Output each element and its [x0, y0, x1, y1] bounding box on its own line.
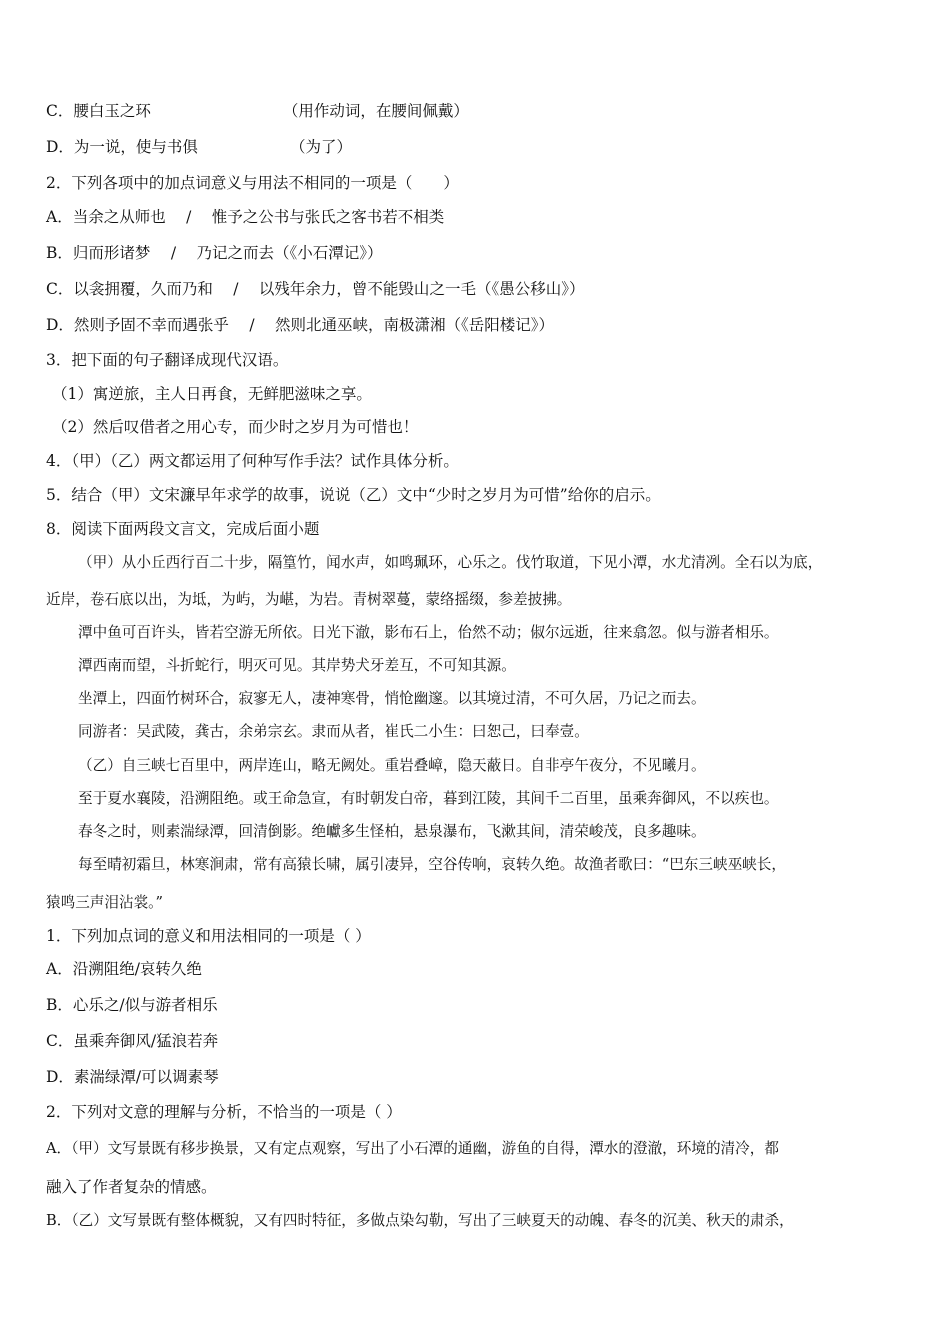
passage-yi-line-4-cont: 猿鸣三声泪沾裳。”	[46, 894, 163, 911]
option-d-text: D．为一说，使与书俱	[46, 138, 198, 156]
question-3-item-2: （2）然后叹借者之用心专，而少时之岁月为可惜也！	[52, 418, 419, 436]
passage-yi-line-3: 春冬之时，则素湍绿潭，回清倒影。绝巘多生怪柏，悬泉瀑布，飞漱其间，清荣峻茂，良多趣味。	[78, 823, 706, 840]
question-2-option-a: A．当余之从师也 / 惟予之公书与张氏之客书若不相类	[46, 208, 445, 226]
sub-question-2-title: 2．下列对文意的理解与分析，不恰当的一项是（ ）	[46, 1103, 402, 1121]
passage-yi-line-2: 至于夏水襄陵，沿溯阻绝。或王命急宣，有时朝发白帝，暮到江陵，其间千二百里，虽乘奔御风，不以疾也。	[78, 790, 779, 807]
option-c-text: C．腰白玉之环	[46, 102, 151, 120]
question-3-item-1: （1）寓逆旅，主人日再食，无鲜肥滋味之享。	[52, 385, 372, 403]
question-3-title: 3．把下面的句子翻译成现代汉语。	[46, 351, 289, 369]
passage-jia-line-3: 潭西南而望，斗折蛇行，明灭可见。其岸势犬牙差互，不可知其源。	[78, 657, 516, 674]
passage-jia-line-4: 坐潭上，四面竹树环合，寂寥无人，凄神寒骨，悄怆幽邃。以其境过清，不可久居，乃记之而去。	[78, 690, 706, 707]
section-8-title: 8．阅读下面两段文言文，完成后面小题	[46, 520, 320, 538]
option-d-note: （为了）	[289, 138, 352, 156]
sub-question-2-option-a-cont: 融入了作者复杂的情感。	[46, 1178, 217, 1196]
passage-jia-line-1: （甲）从小丘西行百二十步，隔篁竹，闻水声，如鸣珮环，心乐之。伐竹取道，下见小潭，水尤清冽。全石以为底，	[78, 554, 823, 571]
question-2-option-d: D．然则予固不幸而遇张乎 / 然则北通巫峡，南极潇湘（《岳阳楼记》）	[46, 316, 555, 334]
question-5: 5．结合（甲）文宋濂早年求学的故事，说说（乙）文中“少时之岁月为可惜”给你的启示。	[46, 486, 661, 504]
question-2-option-b: B．归而形诸梦 / 乃记之而去（《小石潭记》）	[46, 244, 383, 262]
option-c-line	[46, 100, 469, 122]
sub-question-1-title: 1．下列加点词的意义和用法相同的一项是（ ）	[46, 927, 371, 945]
sub-question-2-option-b: B．（乙）文写景既有整体概貌，又有四时特征，多做点染勾勒，写出了三峡夏天的动魄、春冬的沉美、秋天的肃杀，	[46, 1212, 794, 1229]
sub-question-1-option-b: B．心乐之/似与游者相乐	[46, 996, 218, 1014]
question-2-title: 2．下列各项中的加点词意义与用法不相同的一项是（ ）	[46, 174, 459, 192]
sub-question-1-option-a: A．沿溯阻绝/哀转久绝	[46, 960, 202, 978]
option-c-note: （用作动词，在腰间佩戴）	[282, 102, 469, 120]
option-d-line	[46, 136, 352, 158]
passage-jia-line-1-cont: 近岸，卷石底以出，为坻，为屿，为嵁，为岩。青树翠蔓，蒙络摇缀，参差披拂。	[46, 591, 572, 608]
sub-question-1-option-c: C．虽乘奔御风/猛浪若奔	[46, 1032, 219, 1050]
passage-jia-line-5: 同游者：吴武陵，龚古，余弟宗玄。隶而从者，崔氏二小生：曰恕己，曰奉壹。	[78, 723, 589, 740]
sub-question-1-option-d: D．素湍绿潭/可以调素琴	[46, 1068, 219, 1086]
sub-question-2-option-a: A．（甲）文写景既有移步换景，又有定点观察，写出了小石潭的通幽，游鱼的自得，潭水的澄澈，环境的清冷，都	[46, 1140, 779, 1157]
question-4: 4．（甲）（乙）两文都运用了何种写作手法？试作具体分析。	[46, 452, 459, 470]
passage-yi-line-1: （乙）自三峡七百里中，两岸连山，略无阙处。重岩叠嶂，隐天蔽日。自非亭午夜分，不见曦月。	[78, 757, 706, 774]
question-2-option-c: C．以衾拥覆，久而乃和 / 以残年余力，曾不能毁山之一毛（《愚公移山》）	[46, 280, 585, 298]
passage-jia-line-2: 潭中鱼可百许头，皆若空游无所依。日光下澈，影布石上，佁然不动；俶尔远逝，往来翕忽。似与游者相乐。	[78, 624, 779, 641]
passage-yi-line-4: 每至晴初霜旦，林寒涧肃，常有高猿长啸，属引凄异，空谷传响，哀转久绝。故渔者歌曰：“巴东三峡巫峡长，	[78, 856, 786, 873]
